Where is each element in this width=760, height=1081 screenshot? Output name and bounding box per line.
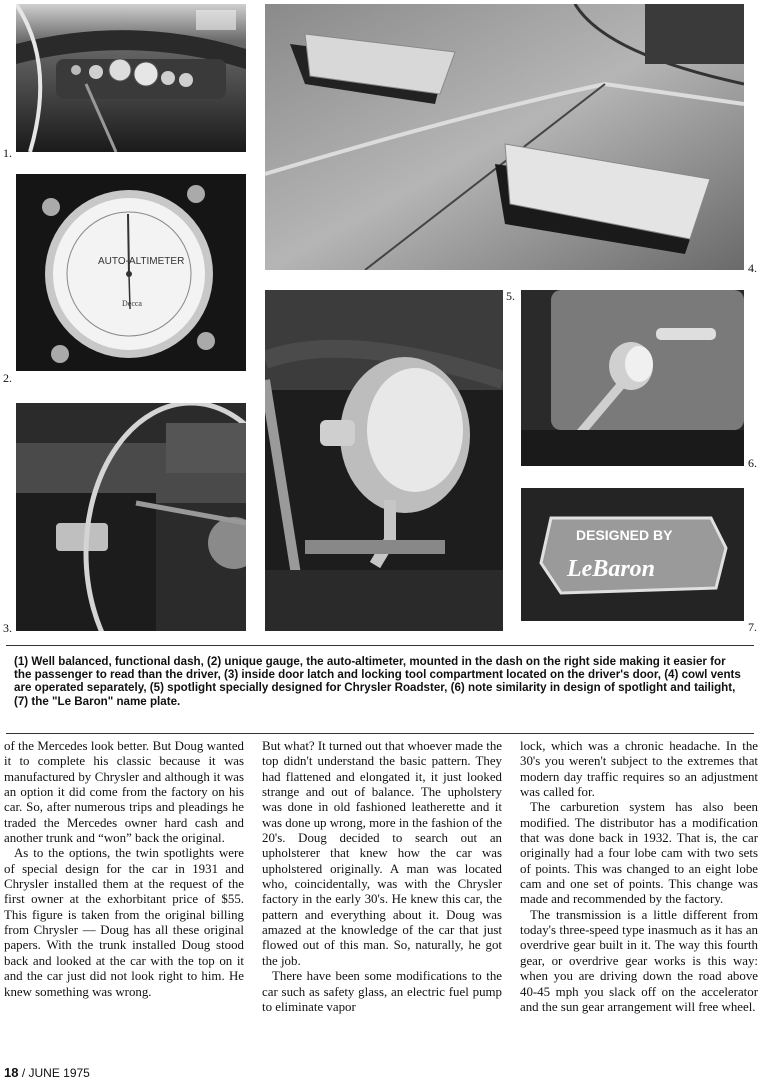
- plate-line1: DESIGNED BY: [576, 527, 673, 543]
- dial-maker-text: Decca: [122, 299, 142, 308]
- photo-number: 3.: [3, 621, 12, 635]
- photo-number: 1.: [3, 146, 12, 160]
- dial-brand-text: AUTO-ALTIMETER: [98, 256, 185, 267]
- paragraph: of the Mercedes look better. But Doug wanted it to complete his classic because it was manufactured by Chrysler and although it was an option it did come from the factory on his car. So, after numerous trips and pleadings he traded the Mercedes owner hard cash and another trunk and “won” back the original.: [4, 739, 244, 846]
- photo-door-latch: [16, 403, 246, 631]
- photo-caption: (1) Well balanced, functional dash, (2) unique gauge, the auto-altimeter, mounted in the dash on the right side making it easier for the passenger to read than the driver, (3) inside door latch and locking tool compartment located on the driver's door, (4) cowl vents are operated separately, (5) spotlight specially designed for Chrysler Roadster, (6) note similarity in design of spotlight and tailight, (7) the "Le Baron" name plate.: [14, 655, 741, 708]
- photo-number: 6.: [748, 456, 757, 470]
- text-column-2: [262, 739, 502, 1015]
- rule-bottom: [6, 733, 754, 734]
- photo-spotlight: [265, 290, 503, 631]
- paragraph: But what? It turned out that whoever made the top didn't understand the basic pattern. They had flattened and elongated it, it just looked strange and out of balance. The upholstery was done in old fashioned leatherette and it was done up wrong, more in the fashion of the 20's. Doug decided to search out an upholsterer that knew how the car was upholstered originally. A man was located who, coincidentally, was with the Chrysler factory in the early 30's. He knew this car, the pattern and everything about it. Doug was amazed at the knowledge of the car that just flowed out of this man. So, naturally, he got the job.: [262, 739, 502, 968]
- rule-top: [6, 645, 754, 646]
- page-number: 18: [4, 1065, 19, 1080]
- text-column-3: [520, 739, 758, 1015]
- photo-number: 7.: [748, 620, 757, 634]
- photo-dashboard: [16, 4, 246, 152]
- paragraph: As to the options, the twin spotlights were of special design for the car in 1931 and Chrysler installed them at the request of the first owner at the exhorbitant price of $55. This figure is taken from the original billing from Chrysler — Doug has all these original papers. With the trunk installed Doug stood back and looked at the car with the top on it and the car just did not look right to him. He knew something was wrong.: [4, 846, 244, 999]
- photo-number: 4.: [748, 261, 757, 275]
- paragraph: lock, which was a chronic headache. In the 30's you weren't subject to the extremes that modern day traffic requires so an adjustment was called for.: [520, 739, 758, 800]
- text-column-1: [4, 739, 244, 1000]
- paragraph: The carburetion system has also been modified. The distributor has a modification that was done back in 1932. That is, the car originally had a four lobe cam with two sets of points. This was changed to an eight lobe cam and one set of points. This change was made and recommended by the factory.: [520, 800, 758, 907]
- paragraph: There have been some modifications to the car such as safety glass, an electric fuel pump to eliminate vapor: [262, 969, 502, 1014]
- photo-number: 2.: [3, 371, 12, 385]
- photo-taillight: [521, 290, 744, 466]
- page-folio: [4, 1065, 90, 1080]
- paragraph: The transmission is a little different from today's three-speed type inasmuch as it has an overdrive gear built in it. The way this fourth gear, or overdrive gear works is this way: when you are driving down the road above 40-45 mph you slack off on the accelerator and the sun gear arrangement will free wheel.: [520, 907, 758, 1014]
- plate-line2: LeBaron: [567, 556, 656, 582]
- photo-number: 5.: [506, 289, 515, 303]
- photo-name-plate: [521, 488, 744, 621]
- photo-altimeter: [16, 174, 246, 371]
- photo-cowl-vents: [265, 4, 744, 270]
- issue-date: / JUNE 1975: [21, 1066, 90, 1080]
